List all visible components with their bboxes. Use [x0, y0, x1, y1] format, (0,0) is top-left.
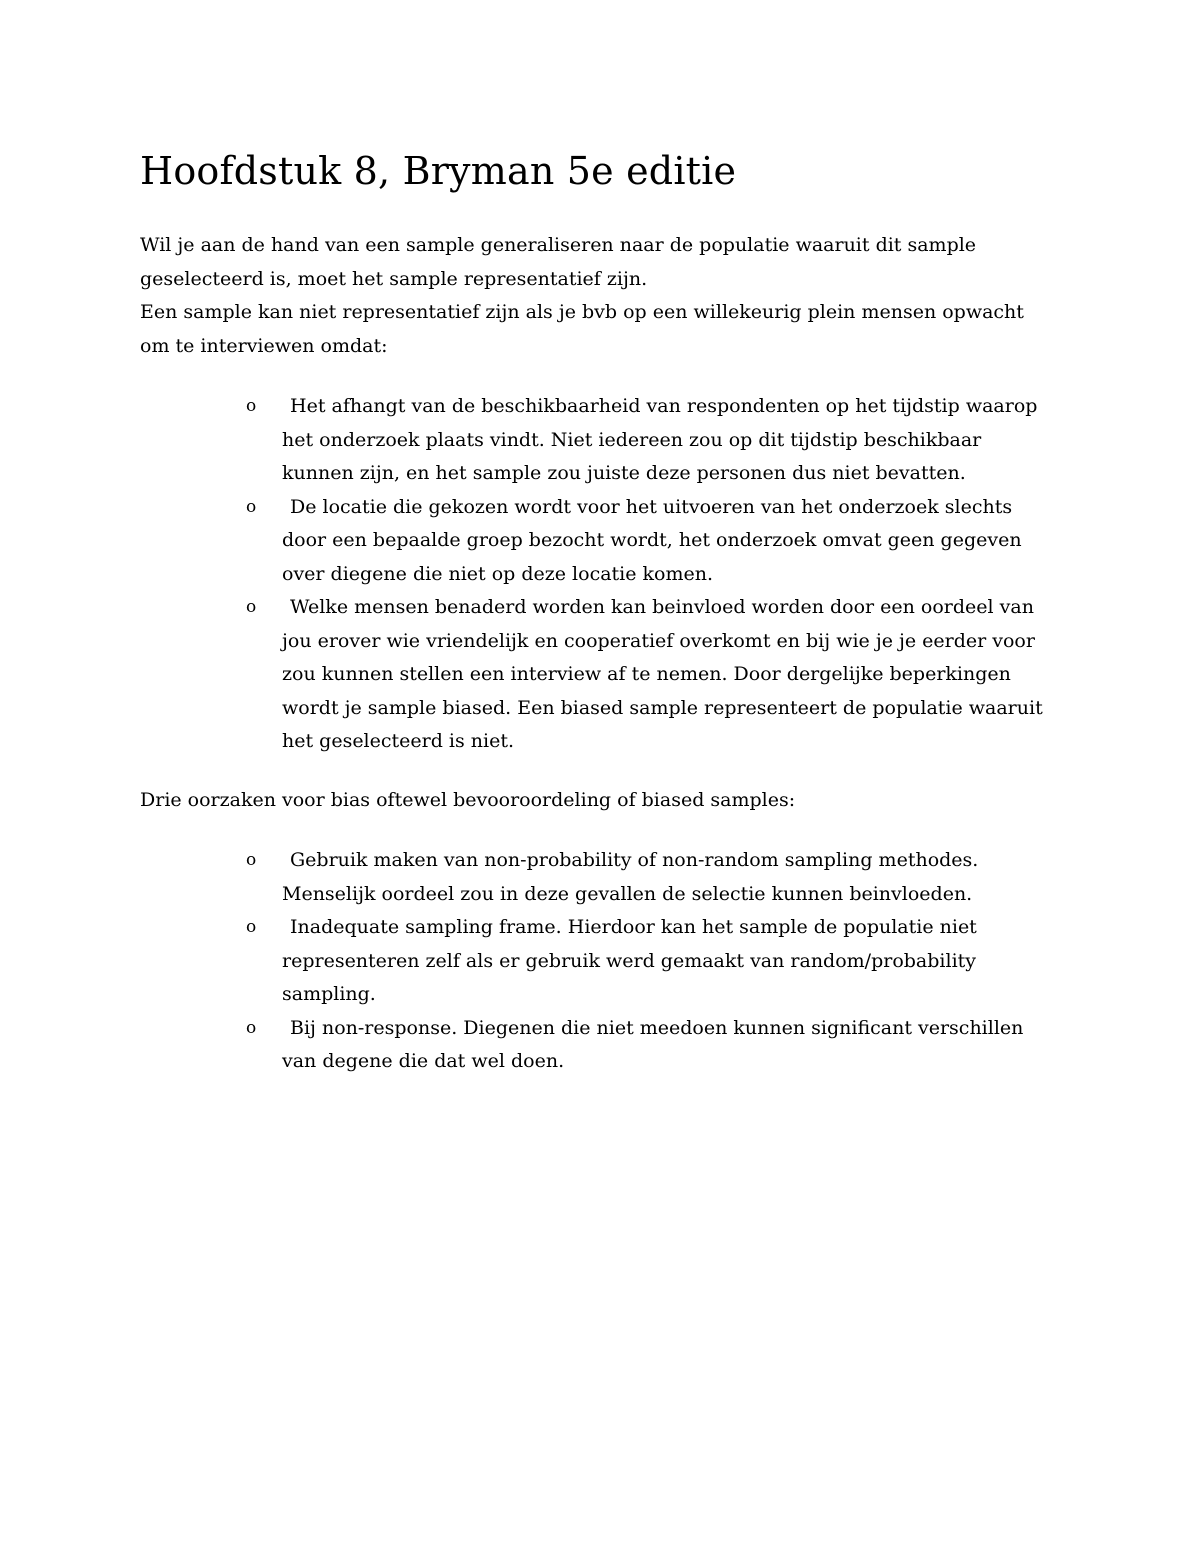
- list-item: [0, 844, 1200, 911]
- intro-line: Wil je aan de hand van een sample generaliseren naar de populatie waaruit dit sample: [140, 234, 977, 256]
- causes-heading: [140, 784, 1060, 818]
- bullet-marker: o: [246, 396, 257, 416]
- list-item-line: Bij non-response. Diegenen die niet meedoen kunnen significant verschillen: [290, 1016, 1024, 1039]
- list-item-line: Inadequate sampling frame. Hierdoor kan het sample de populatie niet: [290, 916, 977, 938]
- page-title: Hoofdstuk 8, Bryman 5e editie: [140, 149, 737, 193]
- intro-paragraph: [140, 229, 1060, 363]
- list-item-line: Welke mensen benaderd worden kan beinvloed worden door een oordeel van: [290, 596, 1034, 618]
- list-item-line: het geselecteerd is niet.: [282, 730, 515, 752]
- list-item-line: kunnen zijn, en het sample zou juiste deze personen dus niet bevatten.: [282, 462, 966, 484]
- list-item-line: over diegene die niet op deze locatie komen.: [282, 562, 714, 585]
- list-item-line: van degene die dat wel doen.: [282, 1050, 565, 1072]
- list-item-text: [282, 1012, 1200, 1079]
- list-item: [0, 911, 1200, 1012]
- reasons-list: [0, 390, 1200, 759]
- intro-line: geselecteerd is, moet het sample representatief zijn.: [140, 267, 648, 290]
- list-item-line: zou kunnen stellen een interview af te nemen. Door dergelijke beperkingen: [282, 663, 1011, 685]
- causes-list: [0, 844, 1200, 1079]
- list-item-text: [282, 390, 1200, 491]
- list-item-line: Menselijk oordeel zou in deze gevallen de selectie kunnen beinvloeden.: [282, 882, 973, 905]
- list-item: [0, 491, 1200, 592]
- intro-line: om te interviewen omdat:: [140, 334, 388, 357]
- list-item-line: De locatie die gekozen wordt voor het uitvoeren van het onderzoek slechts: [290, 495, 1013, 518]
- bullet-marker: o: [246, 917, 257, 937]
- list-item-line: Gebruik maken van non-probability of non-random sampling methodes.: [290, 849, 979, 871]
- list-item-line: het onderzoek plaats vindt. Niet iedereen zou op dit tijdstip beschikbaar: [282, 428, 982, 451]
- list-item-line: sampling.: [282, 983, 376, 1005]
- list-item: [0, 390, 1200, 491]
- list-item-text: [282, 591, 1200, 759]
- list-item-line: door een bepaalde groep bezocht wordt, het onderzoek omvat geen gegeven: [282, 529, 1022, 551]
- list-item: [0, 1012, 1200, 1079]
- intro-line: Een sample kan niet representatief zijn als je bvb op een willekeurig plein mensen opwacht: [140, 301, 1024, 323]
- bullet-marker: o: [246, 496, 257, 517]
- list-item-line: representeren zelf als er gebruik werd gemaakt van random/probability: [282, 949, 977, 972]
- list-item-text: [282, 911, 1200, 1012]
- list-item-text: [282, 491, 1200, 592]
- list-item-text: [282, 844, 1200, 911]
- bullet-marker: o: [246, 597, 257, 617]
- causes-heading-text: Drie oorzaken voor bias oftewel bevooroordeling of biased samples:: [140, 789, 796, 811]
- bullet-marker: o: [246, 1017, 257, 1038]
- list-item-line: wordt je sample biased. Een biased sample representeert de populatie waaruit: [282, 696, 1043, 719]
- bullet-marker: o: [246, 850, 257, 870]
- list-item: [0, 591, 1200, 759]
- list-item-line: jou erover wie vriendelijk en cooperatief overkomt en bij wie je je eerder voor: [282, 629, 1035, 652]
- list-item-line: Het afhangt van de beschikbaarheid van respondenten op het tijdstip waarop: [290, 395, 1038, 417]
